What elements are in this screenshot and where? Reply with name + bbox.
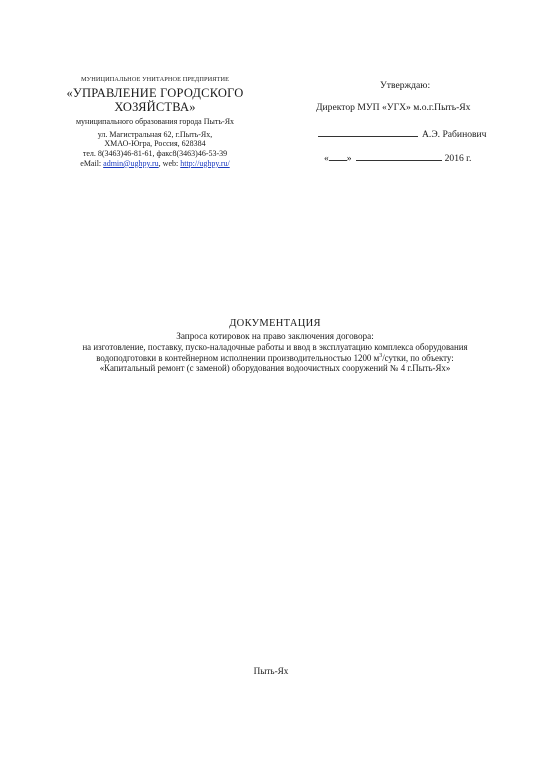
date-open-quote: « (324, 153, 329, 164)
organization-header (60, 76, 250, 168)
description-line3: «Капитальный ремонт (с заменой) оборудования водоочистных сооружений № 4 г.Пыть-Ях» (99, 363, 451, 373)
email-prefix: eMail: (80, 158, 104, 168)
contacts-line (60, 159, 250, 169)
description-line1: на изготовление, поставку, пуско-наладочные работы и ввод в эксплуатацию комплекса оборудования (82, 342, 468, 352)
document-title: ДОКУМЕНТАЦИЯ (229, 318, 321, 329)
address-line2: ХМАО-Югра, Россия, 628384 (104, 139, 206, 149)
description-line2-end: /сутки, по объекту: (382, 352, 454, 363)
organization-municipality: муниципального образования города Пыть-Ях (75, 117, 235, 127)
organization-name-line1: «УПРАВЛЕНИЕ ГОРОДСКОГО (66, 86, 244, 101)
month-blank (356, 151, 442, 161)
approval-date-line (324, 151, 471, 165)
approval-director: Директор МУП «УГХ» м.о.г.Пыть-Ях (316, 102, 471, 113)
address-line1: ул. Магистральная 62, г.Пыть-Ях, (97, 129, 213, 139)
day-blank (329, 151, 347, 161)
approval-signatory: А.Э. Рабинович (422, 129, 487, 140)
organization-name (60, 86, 250, 114)
date-close-quote: » (346, 153, 352, 164)
document-description (40, 342, 510, 374)
approval-year: 2016 г. (444, 153, 472, 164)
document-subtitle: Запроса котировок на право заключения договора: (176, 331, 374, 341)
description-line2 (40, 353, 510, 364)
email-link[interactable]: admin@ughpy.ru (103, 158, 159, 168)
document-title-block (40, 318, 510, 374)
approval-signature-line (318, 127, 487, 141)
approval-title: Утверждаю: (380, 80, 431, 91)
organization-kind: МУНИЦИПАЛЬНОЕ УНИТАРНОЕ ПРЕДПРИЯТИЕ (80, 76, 230, 83)
web-prefix: , web: (158, 158, 181, 168)
description-line2-start: водоподготовки в контейнерном исполнении производительностью 1200 м (96, 352, 380, 363)
web-link[interactable]: http://ughpy.ru/ (180, 158, 230, 168)
phone-line: тел. 8(3463)46-81-61, факс8(3463)46-53-39 (82, 149, 228, 159)
organization-name-line2: ХОЗЯЙСТВА» (114, 100, 196, 115)
cubic-superscript: 3 (379, 352, 383, 359)
signature-blank (318, 127, 418, 137)
footer-city: Пыть-Ях (253, 666, 289, 676)
